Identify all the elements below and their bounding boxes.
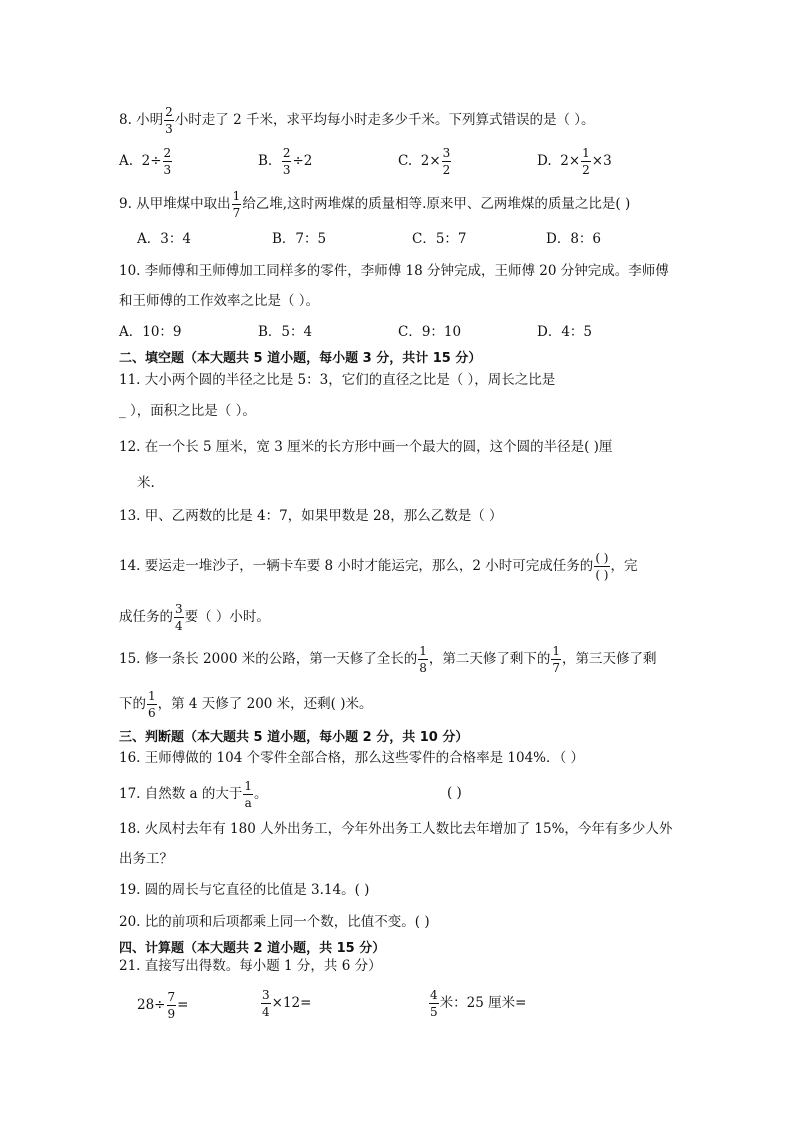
question-14-line-1: 14. 要运走一堆沙子，一辆卡车要 8 小时才能运完，那么，2 小时可完成任务的 $\frac{( )}{( )}$ ，完 xyxy=(119,551,638,582)
calc-expression-2: $\frac{3}{4}$ ×12= xyxy=(262,988,312,1019)
q9-option-c[interactable]: C．5：7 xyxy=(412,231,467,247)
q9-option-a[interactable]: A．3：4 xyxy=(137,231,191,247)
question-13: 13. 甲、乙两数的比是 4：7，如果甲数是 28，那么乙数是（ ） xyxy=(119,508,503,524)
section-3-heading: 三、判断题（本大题共 5 道小题，每小题 2 分，共 10 分） xyxy=(119,730,469,745)
question-20: 20. 比的前项和后项都乘上同一个数，比值不变。( ) xyxy=(119,914,430,930)
question-11-line-2: _ ），面积之比是（ ）。 xyxy=(119,403,256,419)
question-12-line-1: 12. 在一个长 5 厘米，宽 3 厘米的长方形中画一个最大的圆，这个圆的半径是( )厘 xyxy=(119,439,613,455)
q9-option-b[interactable]: B．7：5 xyxy=(272,231,327,247)
q10-option-c[interactable]: C．9：10 xyxy=(398,324,462,340)
calc-expression-1: 28÷ $\frac{7}{9}$ = xyxy=(137,990,189,1021)
question-18-line-2: 出务工？ xyxy=(119,851,173,867)
q10-option-a[interactable]: A．10：9 xyxy=(119,324,182,340)
q8-option-d[interactable]: D. 2× $\frac{1}{2}$ ×3 xyxy=(537,146,612,177)
section-2-heading: 二、填空题（本大题共 5 道小题，每小题 3 分，共计 15 分） xyxy=(119,351,482,366)
question-8: 8. 小明 $\frac{2}{3}$ 小时走了 2 千米，求平均每小时走多少千米。下列算式错误的是（ ）。 xyxy=(119,105,595,136)
question-15-line-1: 15. 修一条长 2000 米的公路，第一天修了全长的 $\frac{1}{8}$ ，第二天修了剩下的 $\frac{1}{7}$ ，第三天修了剩 xyxy=(119,644,657,675)
question-14-line-2: 成任务的 $\frac{3}{4}$ 要（ ）小时。 xyxy=(119,602,270,633)
q10-option-d[interactable]: D．4：5 xyxy=(537,324,593,340)
question-18-line-1: 18. 火凤村去年有 180 人外出务工，今年外出务工人数比去年增加了 15%，今年有多少人外 xyxy=(119,821,673,837)
question-16: 16. 王师傅做的 104 个零件全部合格，那么这些零件的合格率是 104%．（ ） xyxy=(119,750,585,766)
question-19: 19. 圆的周长与它直径的比值是 3.14。( ) xyxy=(119,882,370,898)
section-4-heading: 四、计算题（本大题共 2 道小题，共 15 分） xyxy=(119,941,386,956)
q8-option-a[interactable]: A. 2÷ $\frac{2}{3}$ xyxy=(119,146,172,177)
question-10-line-1: 10. 李师傅和王师傅加工同样多的零件，李师傅 18 分钟完成，王师傅 20 分钟完成。李师傅 xyxy=(119,263,669,279)
question-10-line-2: 和王师傅的工作效率之比是（ ）。 xyxy=(119,293,320,309)
question-21-title: 21. 直接写出得数。每小题 1 分，共 6 分） xyxy=(119,958,382,974)
fraction: $\frac{2}{3}$ xyxy=(165,105,173,136)
question-15-line-2: 下的 $\frac{1}{6}$ ，第 4 天修了 200 米，还剩( )米。 xyxy=(119,689,373,720)
q10-option-b[interactable]: B．5：4 xyxy=(258,324,313,340)
q9-option-d[interactable]: D．8：6 xyxy=(546,231,602,247)
q8-option-b[interactable]: B. $\frac{2}{3}$ ÷2 xyxy=(258,146,313,177)
question-17-answer-paren: ( ) xyxy=(447,785,462,801)
question-12-line-2: 米. xyxy=(137,475,155,491)
question-17: 17. 自然数 a 的大于 $\frac{1}{a}$ 。 xyxy=(119,779,268,810)
question-11-line-1: 11. 大小两个圆的半径之比是 5：3，它们的直径之比是（ ），周长之比是 xyxy=(119,372,556,388)
question-9: 9. 从甲堆煤中取出 $\frac{1}{7}$ 给乙堆,这时两堆煤的质量相等.原来甲、乙两堆煤的质量之比是( ) xyxy=(119,189,631,220)
calc-expression-3: $\frac{4}{5}$ 米：25 厘米= xyxy=(430,988,527,1019)
q8-option-c[interactable]: C. 2× $\frac{3}{2}$ xyxy=(398,146,451,177)
